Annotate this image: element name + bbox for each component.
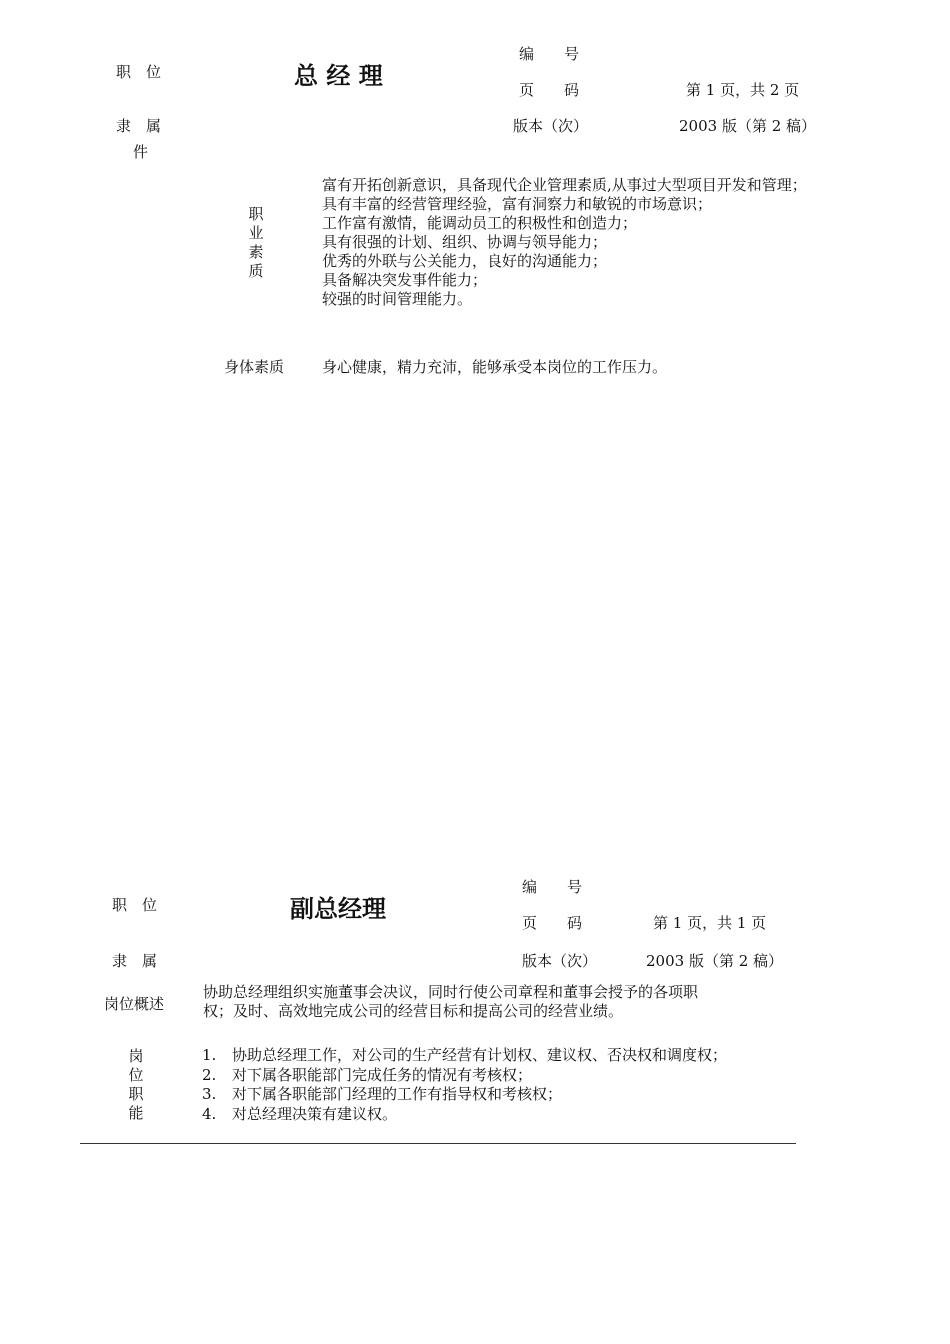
list-item: 3. 对下属各职能部门经理的工作有指导权和考核权； bbox=[202, 1085, 563, 1103]
page-title-2: 副总经理 bbox=[290, 895, 386, 923]
page-value-2: 第 1 页，共 1 页 bbox=[653, 914, 767, 932]
list-item: 工作富有激情，能调动员工的积极性和创造力； bbox=[322, 214, 638, 232]
professional-quality-list bbox=[322, 176, 807, 309]
physical-quality-label: 身体素质 bbox=[224, 358, 285, 376]
professional-quality-label: 职 业 素 质 bbox=[248, 205, 264, 280]
page-value: 第 1 页，共 2 页 bbox=[686, 81, 800, 99]
list-item: 较强的时间管理能力。 bbox=[322, 290, 473, 308]
list-item: 4. 对总经理决策有建议权。 bbox=[202, 1104, 398, 1123]
list-item: 具有很强的计划、组织、协调与领导能力； bbox=[322, 233, 608, 251]
physical-quality-text: 身心健康，精力充沛，能够承受本岗位的工作压力。 bbox=[322, 358, 668, 376]
version-value-2: 2003 版（第 2 稿） bbox=[646, 952, 784, 970]
list-item: 优秀的外联与公关能力，良好的沟通能力； bbox=[322, 252, 608, 270]
subordinate-label-2: 隶 属 bbox=[112, 952, 158, 970]
overview-label: 岗位概述 bbox=[104, 995, 165, 1013]
version-label: 版本（次） bbox=[513, 117, 589, 135]
version-label-2: 版本（次） bbox=[522, 952, 598, 970]
page-label-2: 页 码 bbox=[522, 914, 583, 932]
overview-text: 协助总经理组织实施董事会决议，同时行使公司章程和董事会授予的各项职 权；及时、高效地完成公司的经营目标和提高公司的经营业绩。 bbox=[203, 983, 699, 1020]
page-label: 页 码 bbox=[519, 81, 580, 99]
duty-label: 岗 位 职 能 bbox=[128, 1047, 144, 1122]
position-label-2: 职 位 bbox=[112, 896, 158, 914]
list-item: 富有开拓创新意识，具备现代企业管理素质,从事过大型项目开发和管理； bbox=[322, 176, 807, 194]
list-item: 2. 对下属各职能部门完成任务的情况有考核权； bbox=[202, 1065, 533, 1084]
list-item: 1. 协助总经理工作，对公司的生产经营有计划权、建议权、否决权和调度权； bbox=[202, 1046, 728, 1064]
subordinate-label-tail: 件 bbox=[133, 143, 149, 161]
number-label-2: 编 号 bbox=[522, 878, 583, 896]
number-label: 编 号 bbox=[519, 45, 580, 63]
list-item: 具有丰富的经营管理经验，富有洞察力和敏锐的市场意识； bbox=[322, 195, 713, 213]
list-item: 具备解决突发事件能力； bbox=[322, 271, 488, 289]
position-label: 职 位 bbox=[116, 63, 162, 81]
bottom-divider bbox=[80, 1143, 796, 1144]
page-title: 总 经 理 bbox=[294, 62, 383, 90]
subordinate-label: 隶 属 bbox=[116, 117, 162, 135]
duty-list bbox=[202, 1046, 727, 1124]
version-value: 2003 版（第 2 稿） bbox=[679, 117, 817, 135]
